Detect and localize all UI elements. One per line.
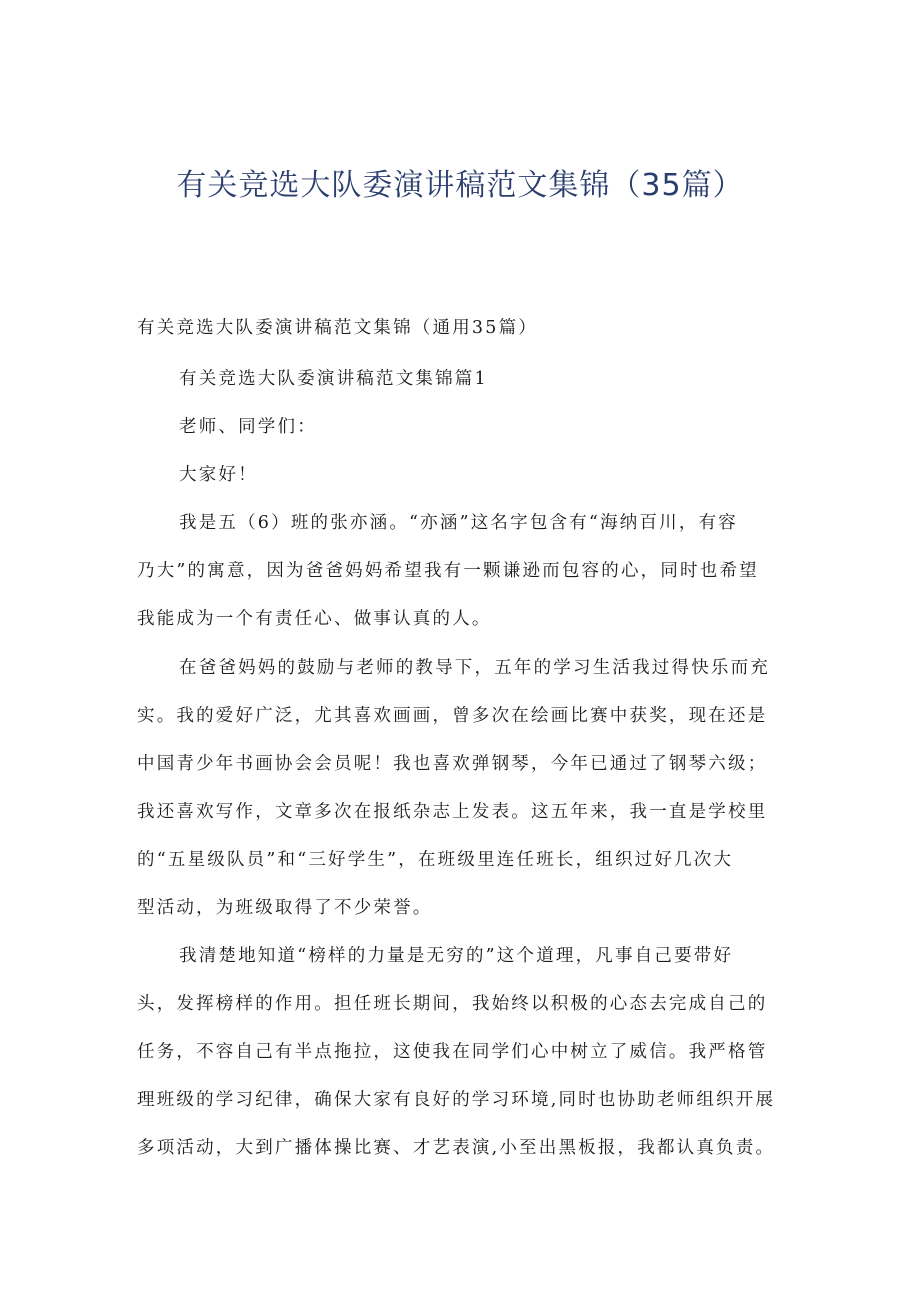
subtitle-text: 有关竞选大队委演讲稿范文集锦（通用35篇） — [137, 318, 538, 338]
document-title: 有关竞选大队委演讲稿范文集锦（35篇） — [176, 168, 744, 203]
paragraph-line: 理班级的学习纪律，确保大家有良好的学习环境,同时也协助老师组织开展 — [137, 1090, 776, 1110]
paragraph-line: 多项活动，大到广播体操比赛、才艺表演,小至出黑板报，我都认真负责。 — [137, 1138, 776, 1158]
paragraph-line: 的“五星级队员”和“三好学生”，在班级里连任班长，组织过好几次大 — [137, 850, 734, 870]
paragraph-line: 型活动，为班级取得了不少荣誉。 — [137, 898, 433, 918]
paragraph-line: 在爸爸妈妈的鼓励与老师的教导下，五年的学习生活我过得快乐而充 — [179, 658, 770, 678]
paragraph-line: 任务，不容自己有半点拖拉，这使我在同学们心中树立了威信。我严格管 — [137, 1042, 768, 1062]
paragraph-line: 我能成为一个有责任心、做事认真的人。 — [137, 609, 492, 629]
section-heading-text: 有关竞选大队委演讲稿范文集锦篇1 — [179, 369, 488, 389]
greeting-text-2: 大家好！ — [179, 465, 258, 485]
paragraph-line: 我还喜欢写作，文章多次在报纸杂志上发表。这五年来，我一直是学校里 — [137, 802, 768, 822]
paragraph-line: 实。我的爱好广泛，尤其喜欢画画，曾多次在绘画比赛中获奖，现在还是 — [137, 706, 768, 726]
paragraph-line: 我清楚地知道“榜样的力量是无穷的”这个道理，凡事自己要带好 — [179, 946, 734, 966]
paragraph-line: 头，发挥榜样的作用。担任班长期间，我始终以积极的心态去完成自己的 — [137, 994, 768, 1014]
paragraph-line: 乃大”的寓意，因为爸爸妈妈希望我有一颗谦逊而包容的心，同时也希望 — [137, 561, 759, 581]
paragraph-line: 我是五（6）班的张亦涵。“亦涵”这名字包含有“海纳百川，有容 — [179, 513, 738, 533]
paragraph-line: 中国青少年书画协会会员呢！我也喜欢弹钢琴，今年已通过了钢琴六级； — [137, 754, 768, 774]
greeting-text-1: 老师、同学们： — [179, 417, 317, 437]
